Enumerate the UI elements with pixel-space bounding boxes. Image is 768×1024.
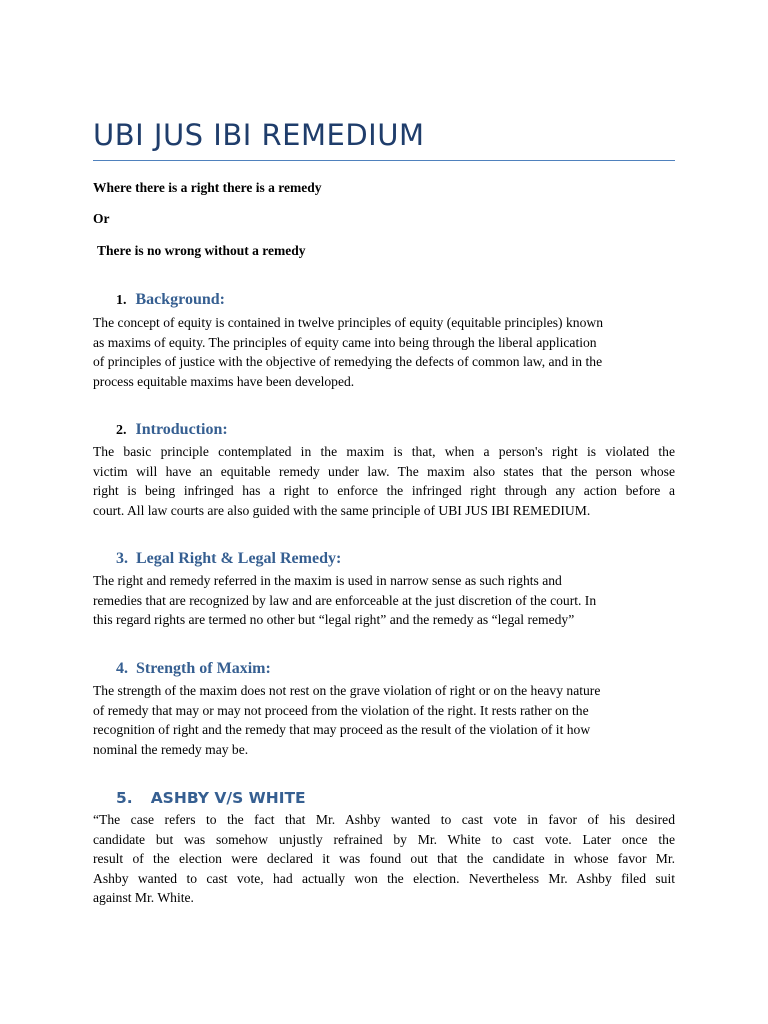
- body-line: against Mr. White.: [93, 890, 194, 905]
- body-line: this regard rights are termed no other but “legal right” and the remedy as “legal remedy”: [93, 612, 575, 627]
- section-body-strength: [93, 681, 675, 759]
- subtitle-line-2: Or: [93, 211, 110, 226]
- section-number: 4.: [116, 660, 128, 677]
- section-heading-background: [116, 291, 225, 309]
- section-body-legal-right: [93, 571, 675, 630]
- section-title: Strength of Maxim:: [136, 660, 271, 677]
- title-underline: [93, 160, 675, 161]
- section-heading-legal-right: [116, 550, 341, 568]
- body-line: victim will have an equitable remedy under law. The maxim also states that the person whose: [93, 463, 675, 479]
- document-title: UBI JUS IBI REMEDIUM: [93, 118, 425, 152]
- body-line: remedies that are recognized by law and are enforceable at the just discretion of the court. In: [93, 592, 597, 608]
- section-body-introduction: [93, 442, 675, 520]
- body-line: The basic principle contemplated in the maxim is that, when a person's right is violated the: [93, 444, 675, 459]
- section-heading-ashby: [116, 789, 306, 807]
- section-body-background: [93, 313, 675, 391]
- subtitle-line-1: Where there is a right there is a remedy: [93, 180, 322, 195]
- body-line: nominal the remedy may be.: [93, 741, 249, 757]
- body-line: candidate but was somehow unjustly refrained by Mr. White to cast vote. Later once the: [93, 831, 675, 847]
- section-number: 3.: [116, 550, 128, 567]
- body-line: of remedy that may or may not proceed from the violation of the right. It rests rather on the: [93, 702, 589, 718]
- body-line: as maxims of equity. The principles of equity came into being through the liberal application: [93, 334, 597, 350]
- body-line: right is being infringed has a right to enforce the infringed right through any action before a: [93, 483, 675, 498]
- body-line: The strength of the maxim does not rest on the grave violation of right or on the heavy nature: [93, 683, 601, 698]
- section-body-ashby: [93, 810, 675, 908]
- body-line: “The case refers to the fact that Mr. Ashby wanted to cast vote in favor of his desired: [93, 812, 675, 827]
- section-heading-strength: [116, 660, 271, 678]
- section-title: ASHBY V/S WHITE: [150, 789, 306, 807]
- body-line: of principles of justice with the objective of remedying the defects of common law, and in the: [93, 354, 603, 369]
- section-title: Legal Right & Legal Remedy:: [136, 550, 342, 567]
- section-number: 1.: [116, 293, 127, 308]
- section-heading-introduction: [116, 421, 228, 439]
- section-title: Background:: [135, 291, 226, 308]
- body-line: Ashby wanted to cast vote, had actually won the election. Nevertheless Mr. Ashby filed suit: [93, 870, 675, 886]
- body-line: The right and remedy referred in the maxim is used in narrow sense as such rights and: [93, 573, 562, 588]
- body-line: result of the election were declared it was found out that the candidate in whose favor Mr.: [93, 851, 675, 866]
- body-line: recognition of right and the remedy that may proceed as the result of the violation of it how: [93, 722, 591, 737]
- body-line: process equitable maxims have been developed.: [93, 373, 355, 389]
- subtitle-line-3: There is no wrong without a remedy: [97, 243, 306, 258]
- section-number: 2.: [116, 423, 127, 438]
- section-title: Introduction:: [135, 421, 228, 438]
- body-line: The concept of equity is contained in twelve principles of equity (equitable principles) known: [93, 315, 603, 330]
- body-line: court. All law courts are also guided with the same principle of UBI JUS IBI REMEDIUM.: [93, 502, 591, 518]
- section-number: 5.: [116, 789, 133, 807]
